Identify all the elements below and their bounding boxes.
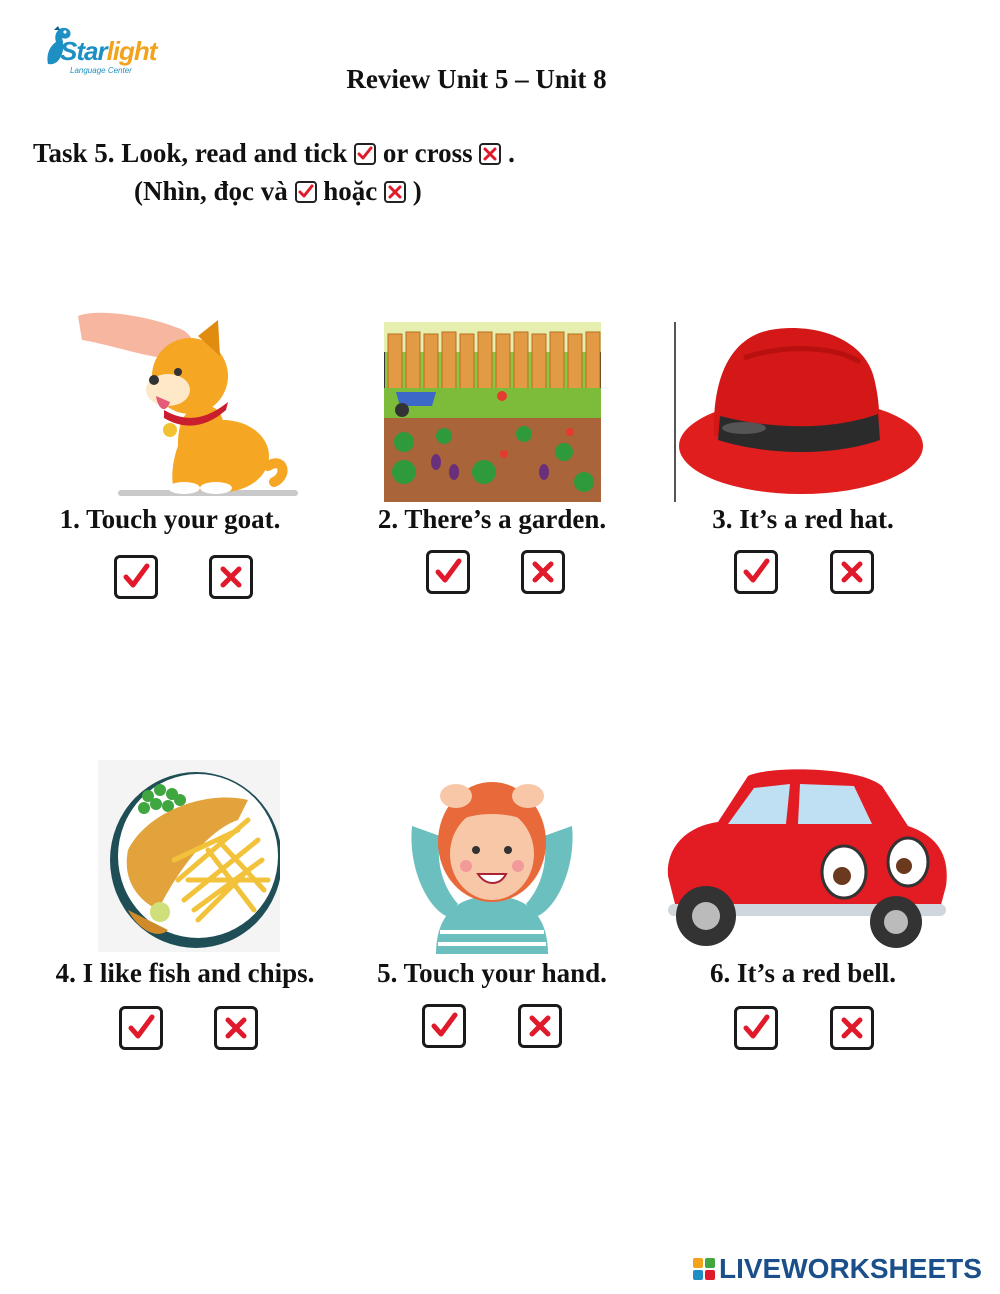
item-caption: 4. I like fish and chips. (55, 958, 315, 988)
tick-checkbox[interactable] (114, 555, 158, 599)
check-icon (432, 556, 464, 588)
item-caption: 5. Touch your hand. (377, 958, 607, 988)
check-icon (125, 1012, 157, 1044)
cross-checkbox[interactable] (214, 1006, 258, 1050)
liveworksheets-brand: LIVEWORKSHEETS (719, 1253, 982, 1284)
task-text-middle: or cross (382, 138, 473, 168)
liveworksheets-logo (693, 1254, 982, 1284)
red-hat-image (674, 318, 928, 502)
logo-wordmark: Starlight (60, 36, 157, 66)
liveworksheets-icon (693, 1258, 715, 1280)
task-instruction-en (33, 138, 515, 169)
item-caption: 1. Touch your goat. (59, 504, 281, 534)
tick-checkbox[interactable] (119, 1006, 163, 1050)
cross-checkbox[interactable] (830, 550, 874, 594)
cross-checkbox[interactable] (209, 555, 253, 599)
x-icon (836, 1012, 868, 1044)
tick-checkbox[interactable] (734, 550, 778, 594)
tick-checkbox[interactable] (426, 550, 470, 594)
item-caption: 6. It’s a red bell. (710, 958, 896, 988)
cross-checkbox[interactable] (521, 550, 565, 594)
fish-chips-image (98, 760, 280, 952)
check-icon (120, 561, 152, 593)
task-vi-suffix: ) (412, 176, 422, 206)
dog-pat-image (78, 306, 302, 498)
cross-checkbox[interactable] (518, 1004, 562, 1048)
tick-checkbox[interactable] (422, 1004, 466, 1048)
logo-subtitle: Language Center (70, 66, 132, 75)
x-icon (836, 556, 868, 588)
task-vi-prefix: (Nhìn, đọc và (134, 176, 288, 206)
cross-checkbox[interactable] (830, 1006, 874, 1050)
tick-checkbox[interactable] (734, 1006, 778, 1050)
check-icon (428, 1010, 460, 1042)
x-icon (215, 561, 247, 593)
check-icon (740, 556, 772, 588)
girl-touch-head-image (406, 766, 578, 954)
check-icon (354, 143, 376, 165)
task-vi-middle: hoặc (323, 176, 378, 206)
x-icon (524, 1010, 556, 1042)
red-car-image (658, 766, 952, 952)
x-icon (384, 181, 406, 203)
x-icon (220, 1012, 252, 1044)
task-text-prefix: Task 5. Look, read and tick (33, 138, 348, 168)
item-caption: 2. There’s a garden. (377, 504, 607, 534)
check-icon (740, 1012, 772, 1044)
item-caption: 3. It’s a red hat. (712, 504, 894, 534)
garden-image (384, 322, 601, 502)
x-icon (479, 143, 501, 165)
check-icon (295, 181, 317, 203)
task-instruction-vi (134, 176, 422, 207)
x-icon (527, 556, 559, 588)
task-text-suffix: . (508, 138, 515, 168)
page-title: Review Unit 5 – Unit 8 (346, 64, 607, 94)
